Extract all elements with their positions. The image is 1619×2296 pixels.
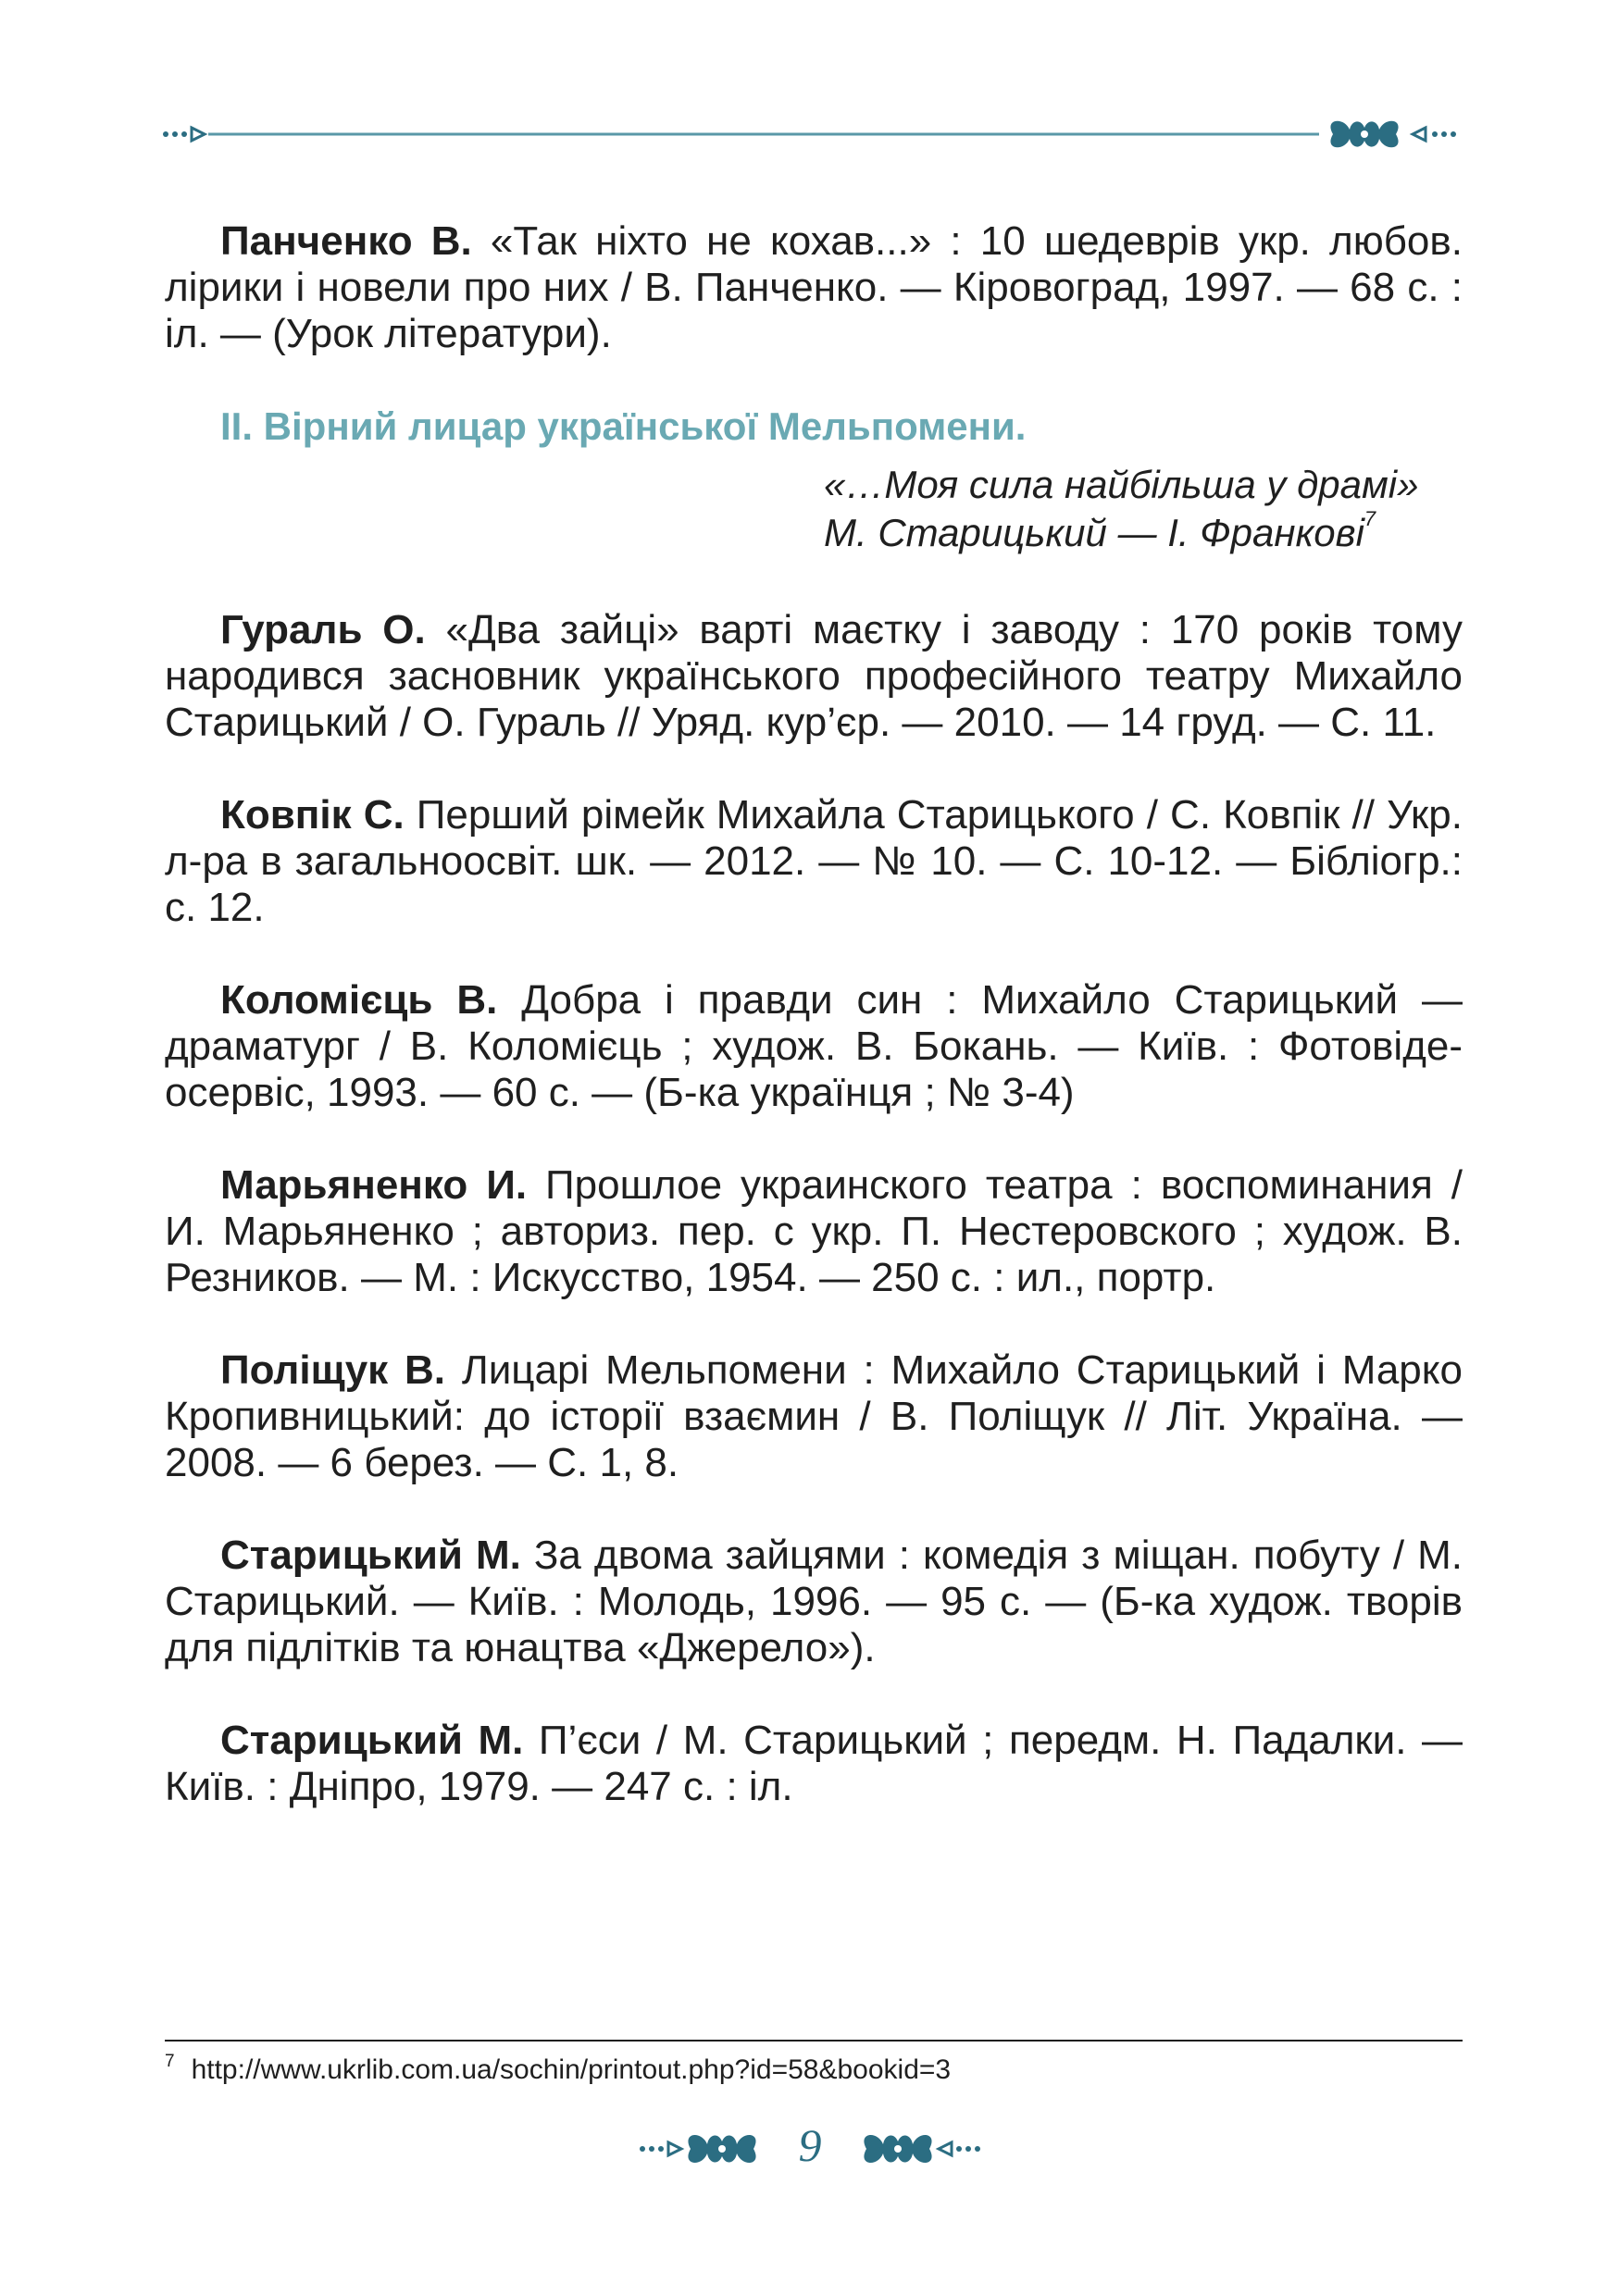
footnote-divider	[165, 2040, 1463, 2042]
entry-description: Лицарі Мельпомени : Михайло Старицький і Марко Кропивницький: до історії взаємин / В. Поліщук // Літ. Україна. — 2008. — 6 берез. — С. 1, 8.	[165, 1347, 1463, 1485]
footnote-number: 7	[165, 2052, 175, 2071]
epigraph	[165, 461, 1463, 557]
entry-author: Поліщук В.	[220, 1347, 446, 1393]
header-ornament	[162, 111, 1467, 157]
entry-author: Гураль О.	[220, 607, 426, 652]
bibliography-entry	[165, 1347, 1463, 1486]
entry-author: Ковпік С.	[220, 792, 405, 838]
footnote	[165, 2053, 1463, 2088]
entry-author: Марьяненко И.	[220, 1162, 528, 1208]
entry-description: Добра і правди син : Михайло Старицький — драматург / В. Коломієць ; худож. В. Бокань. — Київ. : Фотовідеосервіс, 1993. — 60 с. — (Б-ка українця ; № 3-4)	[165, 977, 1463, 1115]
footnote-link[interactable]: http://www.ukrlib.com.ua/sochin/printout.php?id=58&bookid=3	[191, 2054, 952, 2085]
bibliography-entry	[165, 977, 1463, 1116]
entry-description: Прошлое украинского театра : воспоминания / И. Марьяненко ; авториз. пер. с укр. П. Нестеровского ; худож. В. Резников. — М. : Искусство, 1954. — 250 с. : ил., портр.	[165, 1162, 1463, 1300]
entry-author: Панченко В.	[220, 218, 472, 264]
entry-author: Коломієць В.	[220, 977, 498, 1023]
section-heading: ІІ. Вірний лицар української Мельпомени.	[220, 404, 1027, 448]
bibliography-entry	[165, 218, 1463, 357]
bibliography-entry	[165, 792, 1463, 931]
bibliography-entry	[165, 1533, 1463, 1671]
bibliography-column	[165, 218, 1463, 1856]
page-number: 9	[798, 2119, 822, 2171]
bibliography-entry	[165, 1718, 1463, 1810]
footnote-reference[interactable]: 7	[1364, 507, 1376, 530]
entry-author: Старицький М.	[220, 1718, 524, 1763]
floral-ornament-icon	[162, 111, 1467, 157]
entry-author: Старицький М.	[220, 1533, 521, 1578]
epigraph-attribution	[824, 509, 1463, 557]
epigraph-author: М. Старицький — І. Франкові	[824, 511, 1364, 554]
entry-description: «Два зайці» варті маєтку і заводу : 170 років тому народився засновник українського професійного театру Михайло Старицький / О. Гураль // Уряд. кур’єр. — 2010. — 14 груд. — С. 11.	[165, 607, 1463, 745]
entry-description: «Так ніхто не кохав...» : 10 шедеврів укр. любов. лірики і новели про них / В. Панченко. — Кіровоград, 1997. — 68 с. : іл. — (Урок літератури).	[165, 218, 1463, 356]
bibliography-entry	[165, 607, 1463, 746]
bibliography-entry	[165, 1162, 1463, 1301]
entry-description: П’єси / М. Старицький ; передм. Н. Падалки. — Київ. : Дніпро, 1979. — 247 с. : іл.	[165, 1718, 1463, 1809]
entry-description: Перший рімейк Михайла Старицького / С. Ковпік // Укр. л-ра в загальноосвіт. шк. — 2012. — № 10. — С. 10-12. — Бібліогр.: с. 12.	[165, 792, 1463, 930]
entry-description: За двома зайцями : комедія з міщан. побуту / М. Старицький. — Київ. : Молодь, 1996. — 95 с. — (Б-ка худож. творів для підлітків та юнацтва «Джерело»).	[165, 1533, 1463, 1670]
epigraph-quote: «…Моя сила найбільша у драмі»	[824, 463, 1419, 506]
